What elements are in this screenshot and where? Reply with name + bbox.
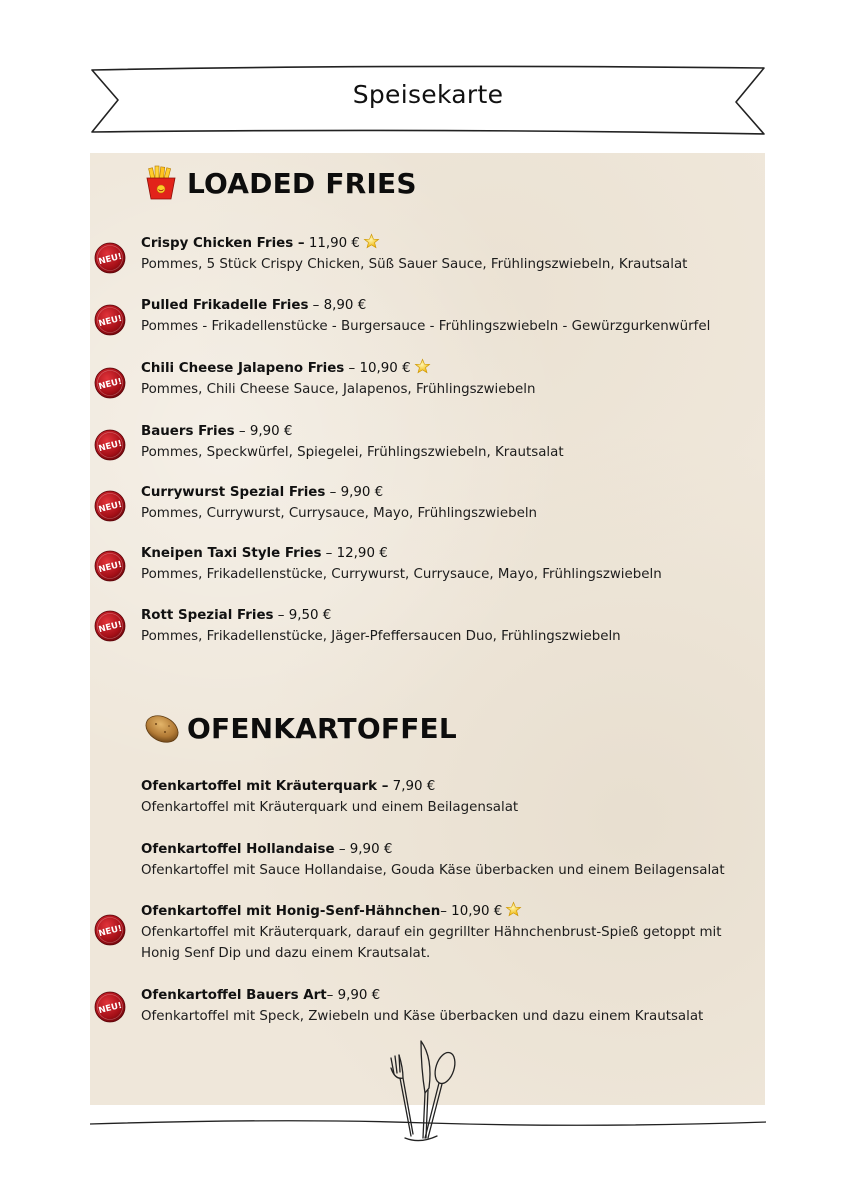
menu-item (141, 358, 761, 400)
new-badge-icon (94, 914, 126, 946)
item-description: Ofenkartoffel mit Sauce Hollandaise, Gouda Käse überbacken und einem Beilagensalat (141, 863, 725, 878)
new-badge-icon (94, 304, 126, 336)
star-icon (414, 358, 431, 375)
item-name: Pulled Frikadelle Fries (141, 298, 309, 313)
menu-item (141, 839, 761, 881)
new-badge-icon (94, 429, 126, 461)
item-name: Kneipen Taxi Style Fries (141, 546, 322, 561)
svg-text:NEU!: NEU! (97, 313, 124, 330)
potato-icon (143, 710, 181, 748)
new-badge-icon (94, 991, 126, 1023)
header-banner (88, 62, 768, 138)
item-name: Ofenkartoffel Bauers Art (141, 988, 327, 1003)
svg-text:NEU!: NEU! (97, 438, 124, 455)
fries-icon (143, 165, 179, 201)
svg-text:NEU!: NEU! (97, 376, 124, 393)
item-price: – 12,90 € (321, 546, 388, 561)
menu-item (141, 605, 761, 647)
item-price: 7,90 € (388, 779, 436, 794)
item-description: Pommes, Currywurst, Currysauce, Mayo, Frühlingszwiebeln (141, 506, 538, 521)
item-price: – 10,90 € (344, 361, 411, 376)
svg-text:NEU!: NEU! (97, 923, 124, 940)
item-price: – 9,90 € (234, 424, 293, 439)
menu-item (141, 233, 761, 275)
menu-item (141, 901, 761, 964)
item-description: Ofenkartoffel mit Kräuterquark, darauf ein gegrillter Hähnchenbrust-Spieß getoppt mit Honig Senf Dip und dazu einem Krautsalat. (141, 925, 722, 961)
item-price: – 9,90 € (326, 988, 381, 1003)
item-price: 11,90 € (304, 236, 360, 251)
item-name: Bauers Fries (141, 424, 235, 439)
item-description: Pommes, Speckwürfel, Spiegelei, Frühlingszwiebeln, Krautsalat (141, 445, 564, 460)
menu-item (141, 776, 761, 818)
item-price: – 9,90 € (334, 842, 393, 857)
item-price: – 10,90 € (440, 904, 503, 919)
menu-item (141, 543, 761, 585)
item-name: Ofenkartoffel Hollandaise (141, 842, 335, 857)
item-description: Ofenkartoffel mit Speck, Zwiebeln und Käse überbacken und dazu einem Krautsalat (141, 1009, 704, 1024)
item-name: Chili Cheese Jalapeno Fries (141, 361, 345, 376)
menu-item (141, 985, 761, 1027)
svg-text:NEU!: NEU! (97, 251, 124, 268)
item-price: – 8,90 € (308, 298, 367, 313)
item-name: Rott Spezial Fries (141, 608, 274, 623)
cutlery-icon (385, 1038, 465, 1143)
menu-item (141, 295, 761, 337)
new-badge-icon (94, 610, 126, 642)
star-icon (363, 233, 380, 250)
section-title: OFENKARTOFFEL (187, 712, 457, 745)
section-title: LOADED FRIES (187, 167, 417, 200)
item-name: Currywurst Spezial Fries (141, 485, 326, 500)
svg-text:NEU!: NEU! (97, 559, 124, 576)
item-description: Pommes, Frikadellenstücke, Jäger-Pfeffersaucen Duo, Frühlingszwiebeln (141, 629, 621, 644)
item-price: – 9,90 € (325, 485, 384, 500)
item-description: Pommes - Frikadellenstücke - Burgersauce - Frühlingszwiebeln - Gewürzgurkenwürfel (141, 319, 711, 334)
svg-text:NEU!: NEU! (97, 1000, 124, 1017)
item-name: Crispy Chicken Fries – (141, 236, 305, 251)
new-badge-icon (94, 490, 126, 522)
svg-text:NEU!: NEU! (97, 619, 124, 636)
item-price: – 9,50 € (273, 608, 332, 623)
item-name: Ofenkartoffel mit Honig-Senf-Hähnchen (141, 904, 441, 919)
new-badge-icon (94, 367, 126, 399)
new-badge-icon (94, 242, 126, 274)
item-description: Ofenkartoffel mit Kräuterquark und einem Beilagensalat (141, 800, 519, 815)
page-title: Speisekarte (352, 80, 504, 109)
star-icon (505, 901, 522, 918)
item-description: Pommes, Chili Cheese Sauce, Jalapenos, Frühlingszwiebeln (141, 382, 536, 397)
menu-item (141, 421, 761, 463)
item-description: Pommes, 5 Stück Crispy Chicken, Süß Sauer Sauce, Frühlingszwiebeln, Krautsalat (141, 257, 688, 272)
new-badge-icon (94, 550, 126, 582)
menu-item (141, 482, 761, 524)
item-name: Ofenkartoffel mit Kräuterquark – (141, 779, 389, 794)
svg-text:NEU!: NEU! (97, 499, 124, 516)
item-description: Pommes, Frikadellenstücke, Currywurst, Currysauce, Mayo, Frühlingszwiebeln (141, 567, 662, 582)
